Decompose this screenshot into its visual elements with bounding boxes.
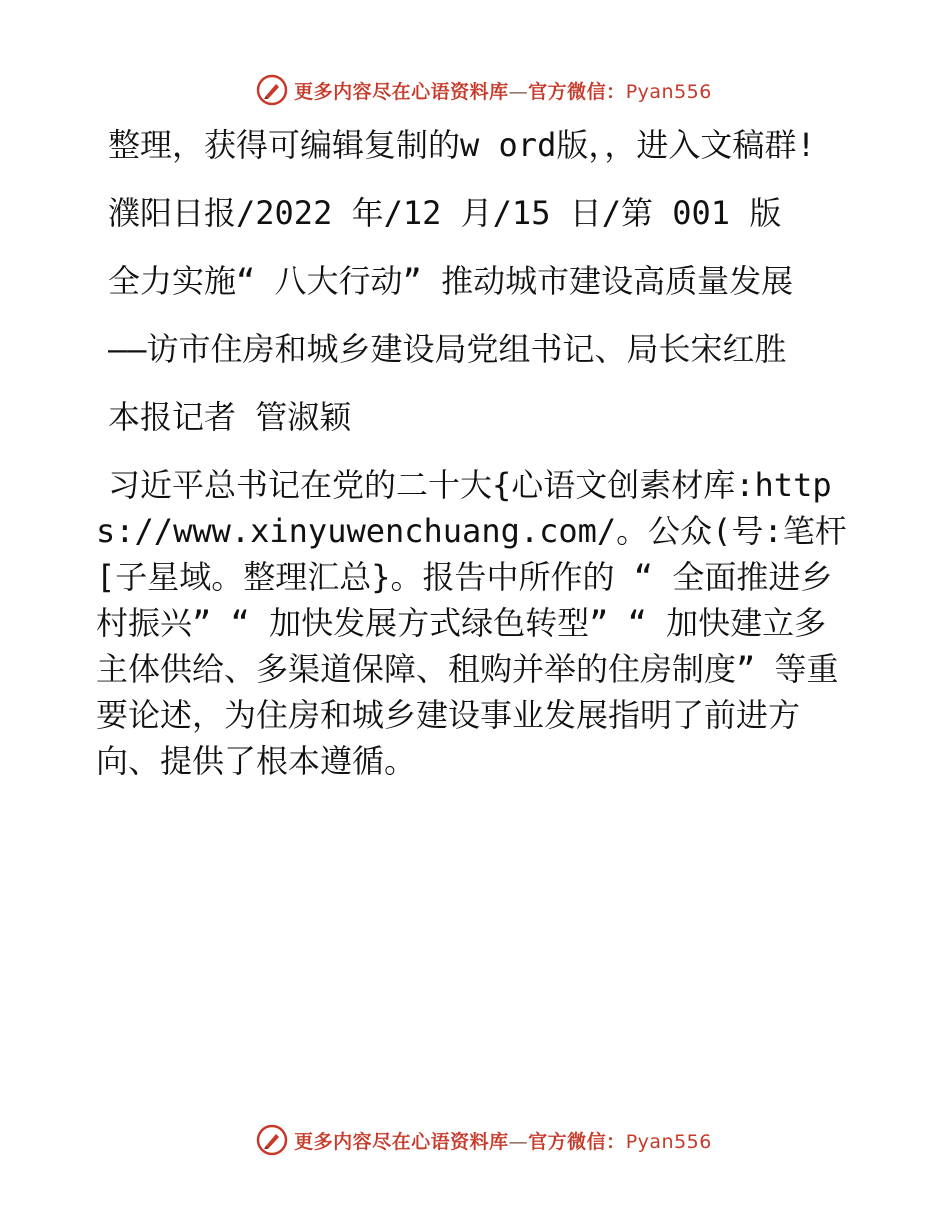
pen-logo-icon <box>256 1124 288 1156</box>
watermark-site-text: 更多内容尽在心语资料库 <box>294 1130 509 1153</box>
byline: 本报记者 管淑颖 <box>108 398 352 436</box>
watermark-separator: — <box>508 80 529 103</box>
watermark-wechat-id: Pyan556 <box>625 1130 712 1153</box>
watermark-wechat-label: 官方微信： <box>528 1130 626 1153</box>
watermark-site-text: 更多内容尽在心语资料库 <box>294 80 509 103</box>
source-line: 濮阳日报/2022 年/12 月/15 日/第 001 版 <box>108 194 782 232</box>
watermark-wechat-label: 官方微信： <box>528 80 626 103</box>
intro-paragraph: 整理，获得可编辑复制的w ord版，，进入文稿群! <box>108 126 816 164</box>
footer-watermark <box>0 1120 950 1160</box>
pen-logo-icon <box>256 74 288 106</box>
article-title: 全力实施“ 八大行动” 推动城市建设高质量发展 <box>108 262 794 300</box>
header-watermark <box>0 70 950 110</box>
watermark-group <box>256 1124 712 1156</box>
document-content <box>96 122 856 806</box>
watermark-text <box>294 1127 712 1154</box>
body-paragraph: 习近平总书记在党的二十大{心语文创素材库:https://www.xinyuwenchuang.com/。公众(号:笔杆[子星域。整理汇总}。报告中所作的 “ 全面推进乡村振兴” “ 加快发展方式绿色转型” “ 加快建立多主体供给、多渠道保障、租购并举的住房制度” 等重要论述，为住房和城乡建设事业发展指明了前进方向、提供了根本遵循。 <box>96 466 847 780</box>
watermark-text <box>294 77 712 104</box>
watermark-group <box>256 74 712 106</box>
watermark-separator: — <box>508 1130 529 1153</box>
watermark-wechat-id: Pyan556 <box>625 80 712 103</box>
article-subtitle: ——访市住房和城乡建设局党组书记、局长宋红胜 <box>108 330 787 368</box>
